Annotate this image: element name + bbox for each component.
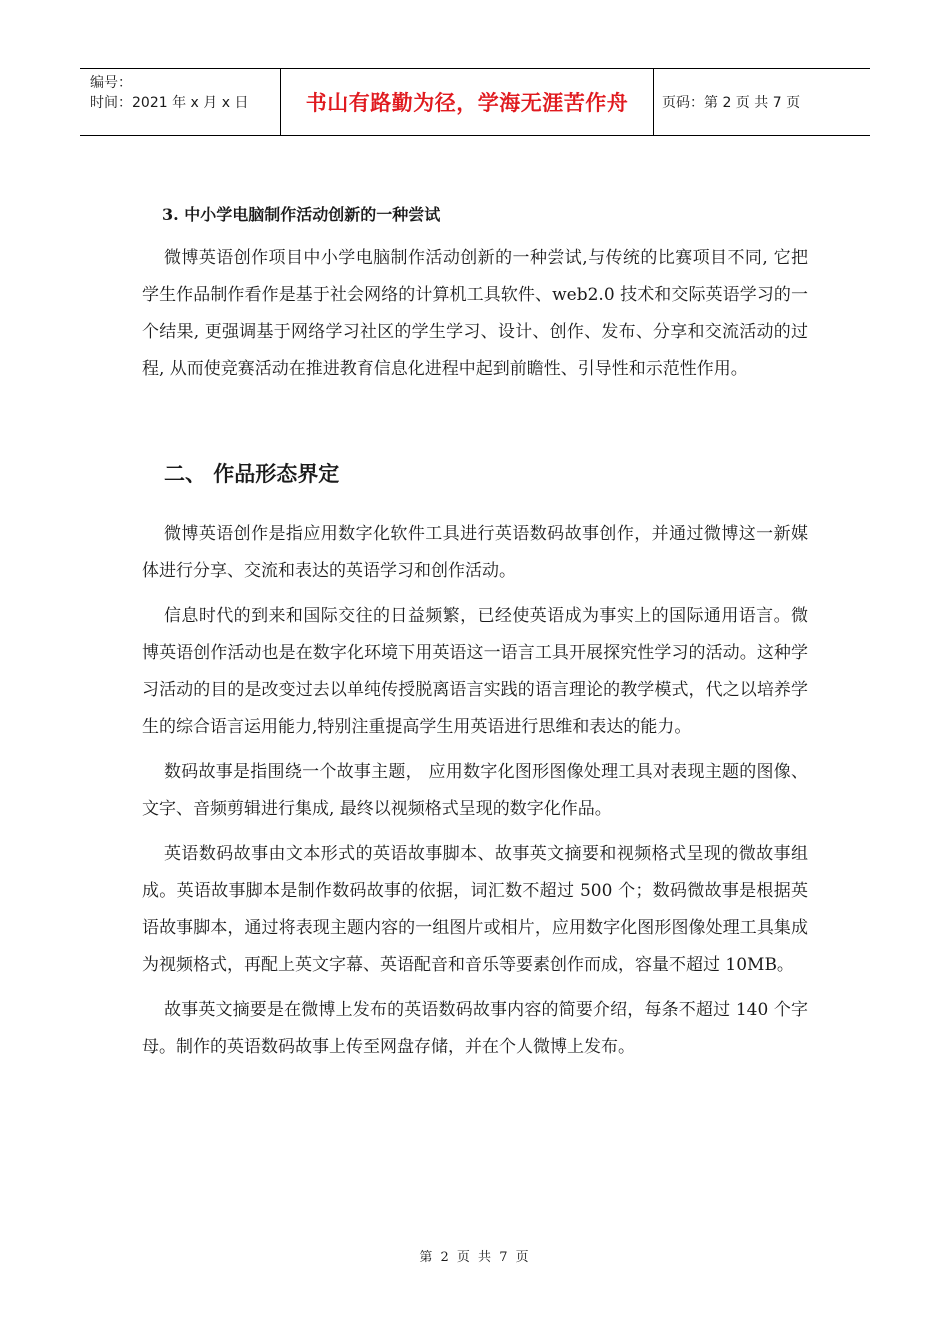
page-info: 页码：第 2 页 共 7 页 xyxy=(662,95,801,111)
paragraph: 英语数码故事由文本形式的英语故事脚本、故事英文摘要和视频格式呈现的微故事组成。英语故事脚本是制作数码故事的依据，词汇数不超过 500 个；数码微故事是根据英语故事脚本，通过将表现主题内容的一组图片或相片，应用数字化图形图像处理工具集成为视频格式，再配上英文字幕、英语配音和音乐等要素创作而成，容量不超过 10MB。 xyxy=(142,844,808,975)
page-header xyxy=(80,68,870,136)
paragraph: 微博英语创作是指应用数字化软件工具进行英语数码故事创作，并通过微博这一新媒体进行分享、交流和表达的英语学习和创作活动。 xyxy=(142,524,808,581)
paragraph: 微博英语创作项目中小学电脑制作活动创新的一种尝试,与传统的比赛项目不同, 它把学生作品制作看作是基于社会网络的计算机工具软件、web2.0 技术和交际英语学习的一个结果, 更强调基于网络学习社区的学生学习、设计、创作、发布、分享和交流活动的过程, 从而使竞赛活动在推进教育信息化进程中起到前瞻性、引导性和示范性作用。 xyxy=(142,248,808,379)
subheading: 3. 中小学电脑制作活动创新的一种尝试 xyxy=(162,205,441,224)
section-title: 二、 作品形态界定 xyxy=(164,462,340,486)
paragraph: 故事英文摘要是在微博上发布的英语数码故事内容的简要介绍，每条不超过 140 个字母。制作的英语数码故事上传至网盘存储，并在个人微博上发布。 xyxy=(142,1000,808,1057)
document-body xyxy=(142,196,808,1066)
paragraph: 数码故事是指围绕一个故事主题， 应用数字化图形图像处理工具对表现主题的图像、文字、音频剪辑进行集成, 最终以视频格式呈现的数字化作品。 xyxy=(142,762,808,819)
date-label: 时间：2021 年 x 月 x 日 xyxy=(90,95,249,111)
number-label: 编号： xyxy=(90,75,132,91)
page-footer: 第 2 页 共 7 页 xyxy=(419,1250,531,1265)
header-motto-cell xyxy=(280,69,654,135)
motto: 书山有路勤为径，学海无涯苦作舟 xyxy=(305,91,629,115)
paragraph: 信息时代的到来和国际交往的日益频繁，已经使英语成为事实上的国际通用语言。微博英语创作活动也是在数字化环境下用英语这一语言工具开展探究性学习的活动。这种学习活动的目的是改变过去以单纯传授脱离语言实践的语言理论的教学模式，代之以培养学生的综合语言运用能力,特别注重提高学生用英语进行思维和表达的能力。 xyxy=(142,606,808,737)
header-meta xyxy=(80,69,280,135)
header-page-info xyxy=(654,69,870,135)
